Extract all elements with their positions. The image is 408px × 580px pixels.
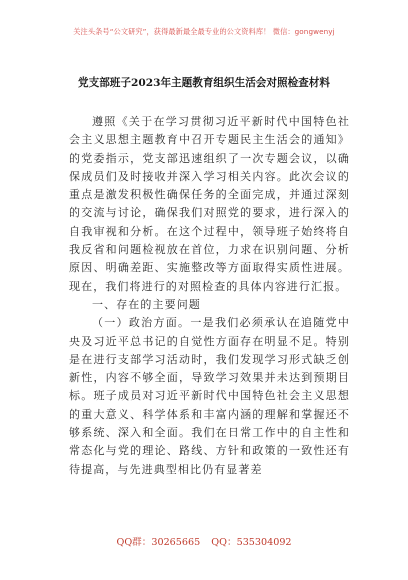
- section-heading: 一、存在的主要问题: [92, 297, 201, 311]
- intro-paragraph: 遵照《关于在学习贯彻习近平新时代中国特色社会主义思想主题教育中召开专题民主生活会的通知》的党委指示，党支部迅速组织了一次专题会议，以确保成员们及时接收并深入学习相关内容。此次会议的重点是激发积极性确保任务的全面完成，并通过深刻的交流与讨论，确保我们对照党的要求，进行深入的自我审视和分析。在这个过程中，领导班子始终将自我反省和问题检视放在首位，力求在识别问题、分析原因、明确差距、实施整改等方面取得实质性进展。现在，我们将进行的对照检查的具体内容进行汇报。: [69, 115, 350, 293]
- qq-group-number: QQ群：30265665: [116, 537, 201, 548]
- document-title: 党支部班子2023年主题教育组织生活会对照检查材料: [78, 77, 330, 89]
- promo-banner: 关注头条号“公文研究”，获得最新最全最专业的公文资料库！ 微信：gongwenyj: [73, 27, 335, 36]
- qq-number: QQ：535304092: [211, 537, 292, 548]
- document-body: [69, 113, 350, 479]
- section-paragraph: （一）政治方面。一是我们必须承认在追随党中央及习近平总书记的自觉性方面存在明显不足。特别是在进行支部学习活动时，我们发现学习形式缺乏创新性，内容不够全面，导致学习效果并未达到预期目标。班子成员对习近平新时代中国特色社会主义思想的重大意义、科学体系和丰富内涵的理解和掌握还不够系统、深入和全面。我们在日常工作中的自主性和常态化与党的理论、路线、方针和政策的一致性还有待提高，与先进典型相比仍有显著差: [69, 316, 350, 476]
- contact-footer: [0, 534, 408, 548]
